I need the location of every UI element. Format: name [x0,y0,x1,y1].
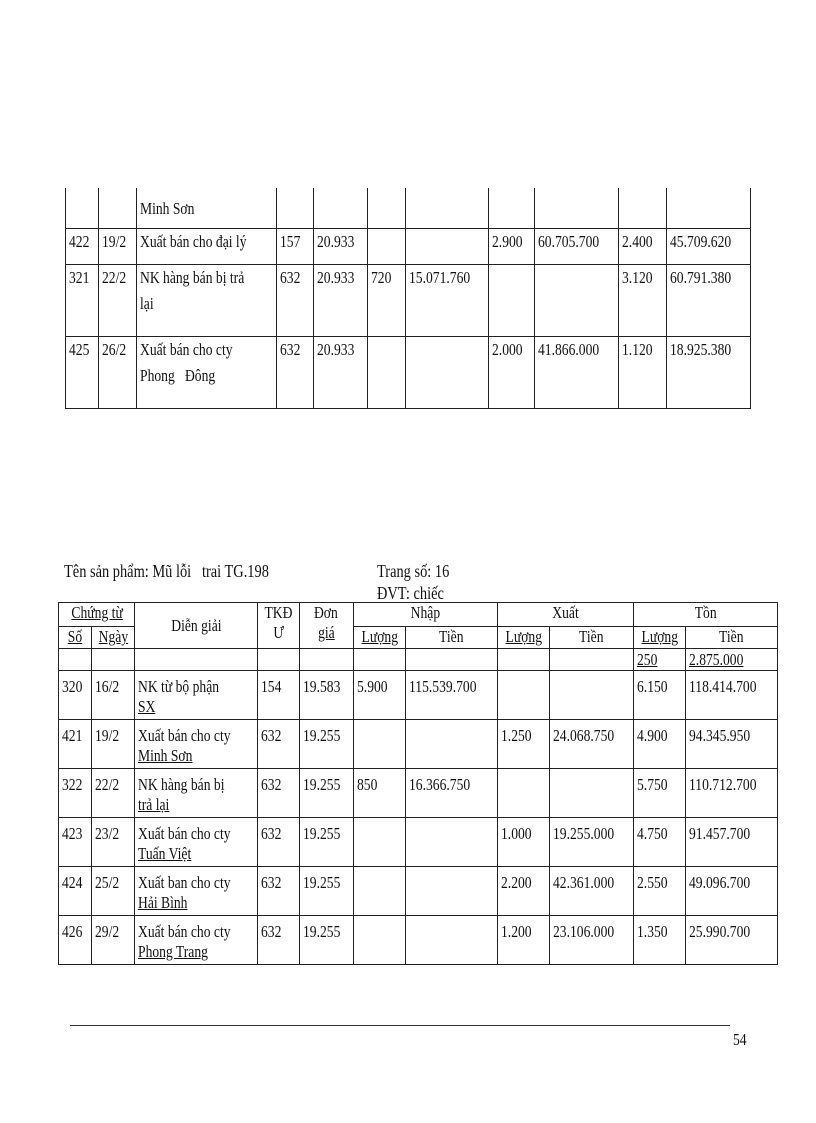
cell-xuat-luong: 1.000 [500,824,532,843]
cell-dien-giai-line2: lại [139,293,154,313]
header-nhap-luong: Lượng [361,627,398,646]
cell-ton-tien: 94.345.950 [689,726,751,745]
cell-ngay: 22/2 [94,775,119,794]
header-ton: Tồn [694,603,717,622]
cell-xuat-luong: 2.200 [500,873,532,892]
cell-ton-tien: 18.925.380 [670,339,732,359]
header-ton-luong: Lượng [641,627,678,646]
cell-ngay: 23/2 [94,824,119,843]
cell-ton-tien: 110.712.700 [689,775,757,794]
cell-dien-giai-line2: trả lại [138,795,170,814]
cell-ngay: 25/2 [94,873,119,892]
table-row [66,228,751,264]
cell-ngay: 26/2 [101,339,126,359]
cell-don-gia: 20.933 [317,339,355,359]
cell-dien-giai: Xuất bán cho đại lý [139,231,247,251]
header-so: Số [67,627,82,646]
opening-ton-tien: 2.875.000 [689,650,744,669]
cell-ton-luong: 1.120 [621,339,653,359]
cell-xuat-tien: 41.866.000 [538,339,600,359]
cell-don-gia: 19.583 [302,677,341,696]
cell-dien-giai: Xuất bán cho cty [139,339,233,359]
cell-ton-tien: 118.414.700 [689,677,757,696]
header-tk-2: Ư [273,623,284,642]
cell-xuat-tien: 60.705.700 [538,231,600,251]
cell-don-gia: 19.255 [302,824,341,843]
cell-so: 322 [62,775,83,794]
table-row [59,720,778,769]
cell-tk: 154 [260,677,282,696]
table-row [66,336,751,408]
header-ton-tien: Tiền [719,627,744,646]
header-don-gia-1: Đơn [314,603,339,622]
table-row [59,916,778,965]
cell-so: 423 [62,824,83,843]
cell-don-gia: 19.255 [302,726,341,745]
cell-ton-tien: 60.791.380 [670,267,732,287]
cell-ton-tien: 45.709.620 [670,231,732,251]
header-dien-giai: Diễn giải [171,615,222,635]
cell-dien-giai: NK hàng bán bị [138,775,225,794]
cell-nhap-luong: 850 [356,775,378,794]
header-nhap: Nhập [410,603,440,622]
cell-so: 421 [62,726,83,745]
cell-ton-luong: 2.550 [636,873,668,892]
cell-tk: 632 [279,339,301,359]
header-row [59,603,778,627]
opening-ton-luong: 250 [636,650,658,669]
table-row [59,769,778,818]
cell-xuat-luong: 2.000 [492,339,523,359]
cell-xuat-luong: 1.250 [500,726,532,745]
opening-balance-row [59,649,778,671]
cell-dien-giai-line2: Phong Đông [139,365,215,385]
page-number: 54 [733,1030,747,1049]
cell-ton-luong: 3.120 [621,267,653,287]
cell-ton-luong: 1.350 [636,922,668,941]
cell-xuat-tien: 24.068.750 [553,726,615,745]
cell-nhap-luong: 720 [371,267,392,287]
header-xuat-tien: Tiền [579,627,604,646]
cell-so: 320 [62,677,83,696]
cell-xuat-tien: 19.255.000 [553,824,615,843]
cell-nhap-tien: 16.366.750 [409,775,471,794]
table-row [66,188,751,228]
cell-don-gia: 19.255 [302,922,341,941]
cell-don-gia: 19.255 [302,775,341,794]
cell-tk: 157 [279,231,301,251]
cell-ton-luong: 5.750 [636,775,668,794]
cell-nhap-luong: 5.900 [356,677,388,696]
cell-dien-giai-line2: Hải Bình [138,893,188,912]
unit-label: ĐVT: chiếc [377,583,444,603]
cell-ton-luong: 6.150 [636,677,668,696]
header-tk-1: TKĐ [264,603,293,622]
cell-xuat-tien: 23.106.000 [553,922,615,941]
cell-tk: 632 [279,267,301,287]
cell-ngay: 29/2 [94,922,119,941]
cell-don-gia: 20.933 [317,267,355,287]
cell-dien-giai: NK từ bộ phận [138,677,220,696]
cell-tk: 632 [260,922,282,941]
inventory-ledger-table [58,602,778,965]
cell-ngay: 19/2 [101,231,126,251]
cell-so: 321 [69,267,90,287]
cell-dien-giai: Xuất bán cho cty [138,922,231,941]
header-xuat: Xuất [551,603,579,622]
cell-dien-giai-line2: Minh Sơn [138,746,193,765]
header-don-gia-2: giá [318,623,335,642]
cell-so: 422 [69,231,90,251]
cell-tk: 632 [260,824,282,843]
footer-rule [70,1025,730,1026]
table-row [66,264,751,336]
table-row [59,671,778,720]
cell-dien-giai: Minh Sơn [139,199,195,218]
cell-so: 425 [69,339,90,359]
header-xuat-luong: Lượng [505,627,542,646]
cell-dien-giai-line2: Phong Trang [138,942,209,961]
cell-tk: 632 [260,775,282,794]
cell-dien-giai-line2: SX [138,697,156,716]
cell-so: 424 [62,873,83,892]
table-row [59,867,778,916]
cell-ton-luong: 4.900 [636,726,668,745]
cell-ton-tien: 91.457.700 [689,824,751,843]
page-number-label: Trang số: 16 [377,561,450,581]
cell-tk: 632 [260,873,282,892]
cell-dien-giai: Xuất bán cho cty [138,824,231,843]
cell-xuat-tien: 42.361.000 [553,873,615,892]
cell-ton-tien: 25.990.700 [689,922,751,941]
cell-ton-tien: 49.096.700 [689,873,751,892]
cell-don-gia: 19.255 [302,873,341,892]
cell-dien-giai: Xuất ban cho cty [138,873,231,892]
cell-xuat-luong: 1.200 [500,922,532,941]
cell-so: 426 [62,922,83,941]
header-chung-tu: Chứng từ [70,603,123,622]
header-nhap-tien: Tiền [439,627,464,646]
header-ngay: Ngày [98,627,128,646]
table-row [59,818,778,867]
cell-dien-giai: Xuất bán cho cty [138,726,231,745]
cell-dien-giai-line2: Tuấn Việt [138,844,192,863]
cell-don-gia: 20.933 [317,231,355,251]
product-name: Tên sản phẩm: Mũ lỗi trai TG.198 [64,561,269,581]
cell-nhap-tien: 15.071.760 [408,267,470,287]
cell-xuat-luong: 2.900 [492,231,523,251]
cell-ton-luong: 4.750 [636,824,668,843]
cell-ngay: 19/2 [94,726,119,745]
cell-tk: 632 [260,726,282,745]
cell-nhap-tien: 115.539.700 [409,677,477,696]
cell-ton-luong: 2.400 [621,231,653,251]
cell-dien-giai: NK hàng bán bị trả [139,267,244,287]
cell-ngay: 16/2 [94,677,119,696]
ledger-table-continued [65,188,751,409]
cell-ngay: 22/2 [101,267,126,287]
